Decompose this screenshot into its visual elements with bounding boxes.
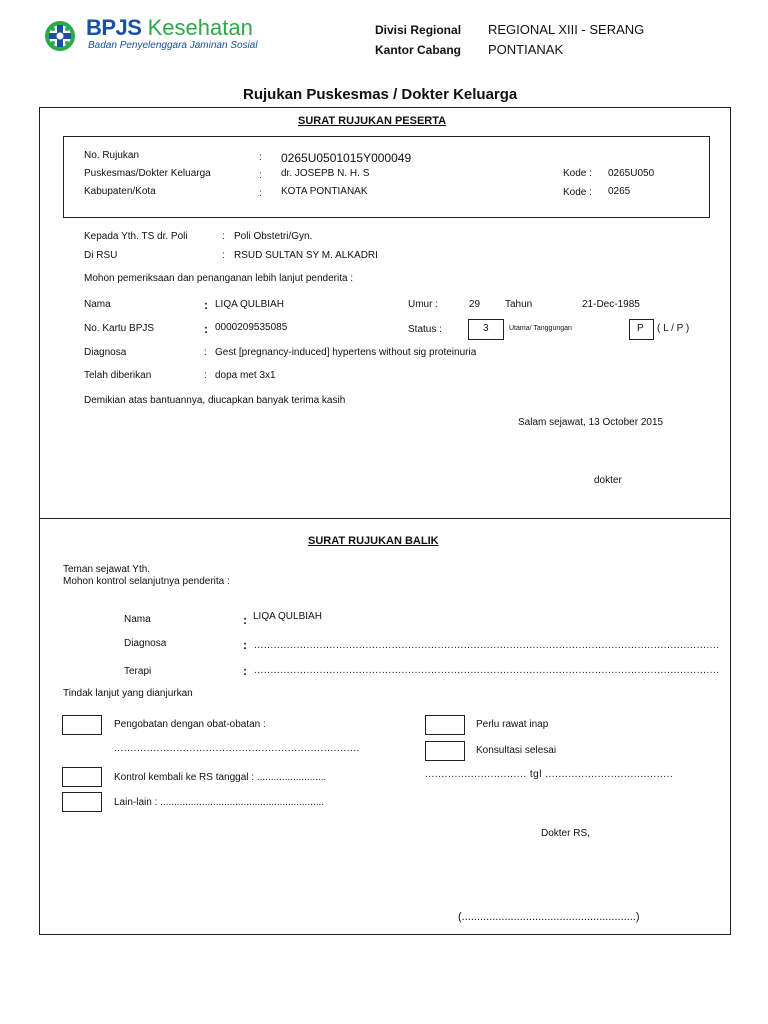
kode2-value: 0265 — [608, 186, 631, 197]
gender-value: P — [637, 323, 644, 334]
kabupaten-label: Kabupaten/Kota — [84, 186, 156, 197]
opt-kontrol: Kontrol kembali ke RS tanggal : ......................... — [114, 772, 327, 783]
diberikan-value: dopa met 3x1 — [215, 370, 276, 381]
divisi-value: REGIONAL XIII - SERANG — [488, 22, 645, 37]
kode2-label: Kode : — [563, 187, 592, 198]
obat-dots: ........................................................................... — [114, 743, 360, 754]
no-rujukan-label: No. Rujukan — [84, 150, 140, 161]
mohon-text: Mohon pemeriksaan dan penanganan lebih lanjut penderita : — [84, 273, 354, 284]
brand-accent: Kesehatan — [147, 15, 253, 40]
status-label: Status : — [408, 324, 442, 335]
dob-value: 21-Dec-1985 — [582, 299, 640, 310]
demikian-text: Demikian atas bantuannya, diucapkan banyak terima kasih — [84, 395, 346, 406]
nama-value: LIQA QULBIAH — [215, 299, 284, 310]
brand-name — [86, 16, 253, 40]
nama-label: Nama — [84, 299, 111, 310]
terapi-label: Terapi — [124, 666, 152, 677]
terapi-dots: .............................................................................................................................................. — [254, 665, 720, 676]
colon: : — [222, 250, 225, 261]
diberikan-label: Telah diberikan — [84, 370, 152, 381]
section-divider — [39, 518, 731, 519]
diagnosa-dots: .............................................................................................................................................. — [254, 640, 720, 651]
peserta-heading: SURAT RUJUKAN PESERTA — [298, 115, 447, 127]
kartu-label: No. Kartu BPJS — [84, 323, 155, 334]
dokter-rs: Dokter RS, — [541, 828, 590, 839]
brand-subtitle: Badan Penyelenggara Jaminan Sosial — [88, 40, 258, 51]
colon: : — [259, 152, 262, 163]
diagnosa-value: Gest [pregnancy-induced] hypertens without sig proteinuria — [215, 347, 477, 358]
tgl-line: ............................... tgl ....................................... — [425, 769, 674, 780]
colon: : — [243, 664, 247, 678]
colon: : — [204, 298, 208, 312]
status-value: 3 — [483, 323, 489, 334]
brand-main: BPJS — [86, 15, 142, 40]
colon: : — [243, 638, 247, 652]
colon: : — [243, 613, 247, 627]
kantor-value: PONTIANAK — [488, 42, 564, 57]
kepada-value: Poli Obstetri/Gyn. — [234, 231, 313, 242]
colon: : — [204, 370, 207, 381]
konsultasi-checkbox[interactable] — [425, 741, 465, 761]
kantor-label: Kantor Cabang — [375, 43, 462, 57]
diagnosa-label: Diagnosa — [84, 347, 127, 358]
rawat-checkbox[interactable] — [425, 715, 465, 735]
balik-nama-value: LIQA QULBIAH — [253, 611, 322, 622]
salam-text: Salam sejawat, 13 October 2015 — [518, 417, 664, 428]
signature-line: (.........................................................) — [458, 911, 640, 923]
colon: : — [204, 347, 207, 358]
kepada-label: Kepada Yth. TS dr. Poli — [84, 231, 188, 242]
balik-diagnosa-label: Diagnosa — [124, 638, 167, 649]
kartu-value: 0000209535085 — [215, 322, 288, 333]
colon: : — [222, 231, 225, 242]
page-title: Rujukan Puskesmas / Dokter Keluarga — [243, 86, 518, 103]
rsu-label: Di RSU — [84, 250, 118, 261]
balik-nama-label: Nama — [124, 614, 151, 625]
kabupaten-value: KOTA PONTIANAK — [281, 186, 368, 197]
balik-heading: SURAT RUJUKAN BALIK — [308, 535, 439, 547]
tahun-label: Tahun — [505, 299, 533, 310]
obat-checkbox[interactable] — [62, 715, 102, 735]
puskesmas-value: dr. JOSEPB N. H. S — [281, 168, 370, 179]
gender-hint: ( L / P ) — [657, 323, 690, 334]
opt-obat: Pengobatan dengan obat-obatan : — [114, 719, 266, 730]
dokter-text: dokter — [594, 475, 622, 486]
kontrol-checkbox[interactable] — [62, 767, 102, 787]
rsu-value: RSUD SULTAN SY M. ALKADRI — [234, 250, 378, 261]
status-note: Utama/ Tanggungan — [509, 325, 572, 332]
opt-lain: Lain-lain : ........................................................... — [114, 797, 325, 808]
umur-label: Umur : — [408, 299, 438, 310]
opt-konsultasi: Konsultasi selesai — [476, 745, 557, 756]
kode1-label: Kode : — [563, 168, 592, 179]
teman-text: Teman sejawat Yth. — [63, 564, 151, 575]
no-rujukan-value: 0265U0501015Y000049 — [281, 151, 412, 165]
lain-checkbox[interactable] — [62, 792, 102, 812]
colon: : — [259, 170, 262, 181]
kode1-value: 0265U050 — [608, 168, 655, 179]
opt-rawat: Perlu rawat inap — [476, 719, 549, 730]
puskesmas-label: Puskesmas/Dokter Keluarga — [84, 168, 211, 179]
colon: : — [204, 322, 208, 336]
mohon-kontrol-text: Mohon kontrol selanjutnya penderita : — [63, 576, 230, 587]
umur-value: 29 — [469, 299, 481, 310]
divisi-label: Divisi Regional — [375, 23, 462, 37]
bpjs-logo-icon — [44, 20, 76, 52]
tindak-text: Tindak lanjut yang dianjurkan — [63, 688, 193, 699]
colon: : — [259, 188, 262, 199]
